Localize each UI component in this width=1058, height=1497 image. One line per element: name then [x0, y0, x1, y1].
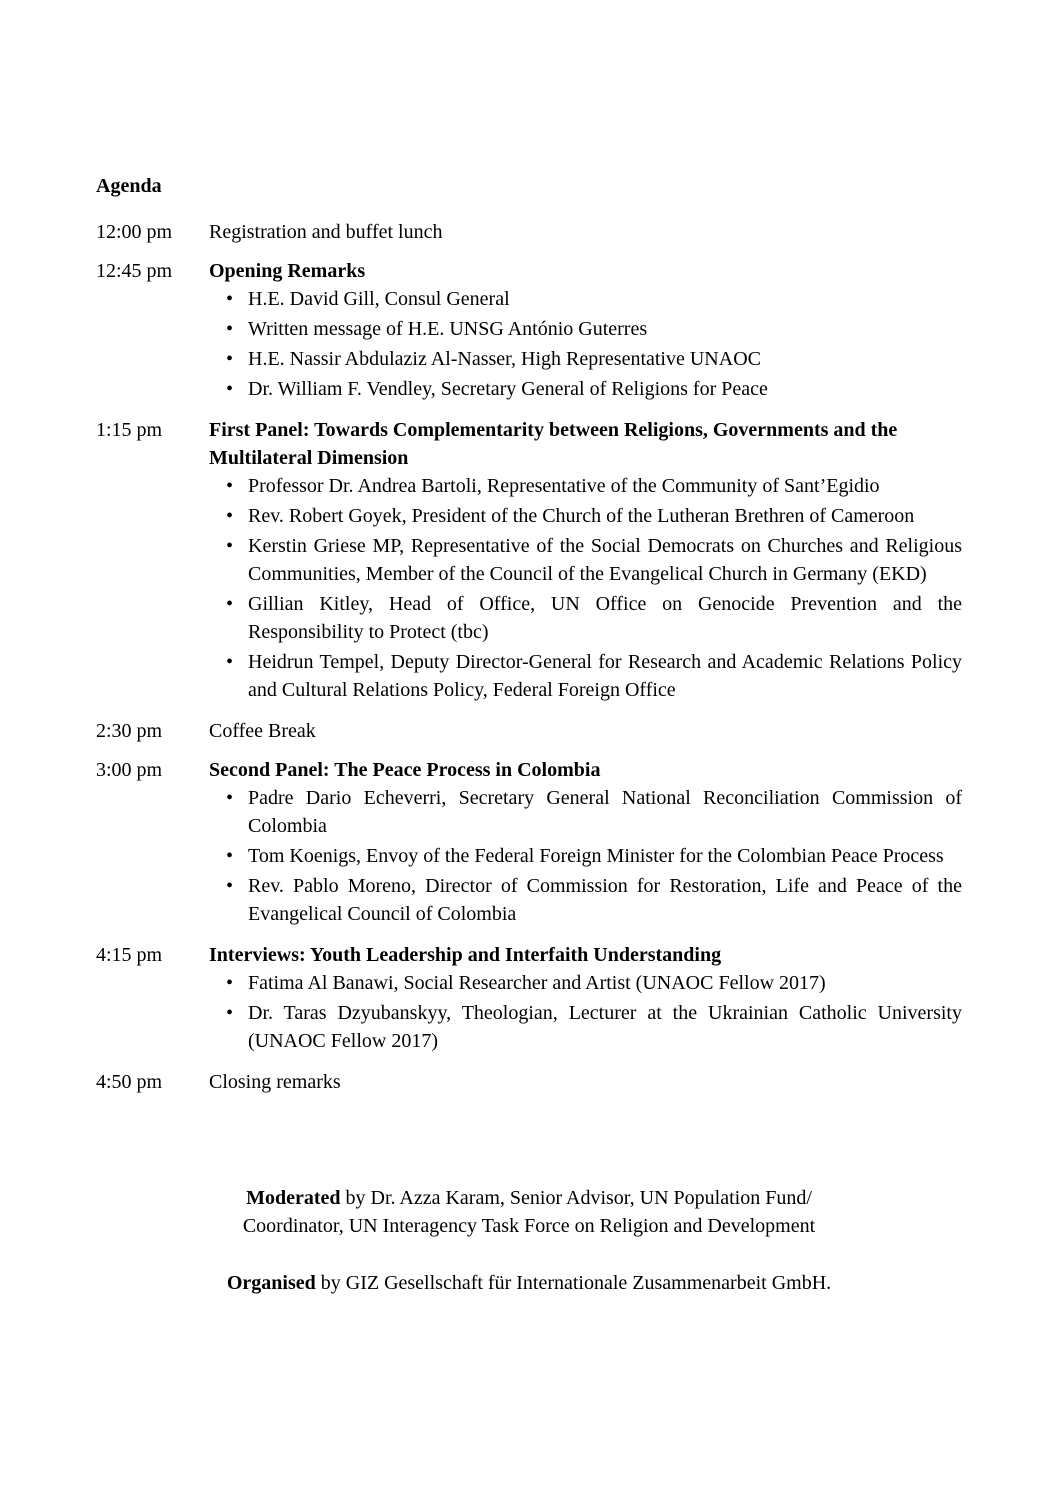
speaker-item: • Kerstin Griese MP, Representative of the Social Democrats on Churches and Religious Communities, Member of the Council of the Evangelical Church in Germany (EKD) — [209, 532, 962, 588]
speaker-item: • Padre Dario Echeverri, Secretary General National Reconciliation Commission of Colombia — [209, 784, 962, 840]
speaker-item: • Tom Koenigs, Envoy of the Federal Foreign Minister for the Colombian Peace Process — [209, 842, 962, 870]
speaker-item: • Written message of H.E. UNSG António Guterres — [209, 315, 962, 343]
entry-title: Interviews: Youth Leadership and Interfaith Understanding — [209, 944, 722, 966]
moderated-text-line2: Coordinator, UN Interagency Task Force on Religion and Development — [242, 1215, 816, 1237]
agenda-entry — [96, 257, 962, 405]
speaker-item: • H.E. David Gill, Consul General — [209, 285, 962, 313]
entry-body — [209, 756, 962, 930]
organised-label: Organised — [226, 1272, 316, 1294]
speakers-list — [209, 784, 962, 928]
speakers-list — [209, 969, 962, 1055]
entry-title: Opening Remarks — [209, 260, 366, 282]
speakers-list — [209, 472, 962, 704]
moderated-label: Moderated — [246, 1187, 341, 1209]
agenda-entry — [96, 1068, 962, 1096]
speaker-item: • Professor Dr. Andrea Bartoli, Representative of the Community of Sant’Egidio — [209, 472, 962, 500]
speaker-item: • Heidrun Tempel, Deputy Director-General for Research and Academic Relations Policy and Cultural Relations Policy, Federal Foreign Office — [209, 648, 962, 704]
speakers-list — [209, 285, 962, 403]
entry-time: 4:15 pm — [96, 944, 163, 966]
organised-text: by GIZ Gesellschaft für Internationale Zusammenarbeit GmbH. — [315, 1272, 832, 1294]
entry-time: 1:15 pm — [96, 419, 163, 441]
speaker-item: • Fatima Al Banawi, Social Researcher and Artist (UNAOC Fellow 2017) — [209, 969, 962, 997]
entry-body — [209, 257, 962, 405]
entry-title: Registration and buffet lunch — [209, 221, 443, 243]
speaker-item: • Dr. Taras Dzyubanskyy, Theologian, Lecturer at the Ukrainian Catholic University (UNAOC Fellow 2017) — [209, 999, 962, 1055]
speaker-item: • Rev. Pablo Moreno, Director of Commission for Restoration, Life and Peace of the Evangelical Council of Colombia — [209, 872, 962, 928]
agenda-entry — [96, 941, 962, 1057]
moderated-text: by Dr. Azza Karam, Senior Advisor, UN Population Fund/ — [340, 1187, 812, 1209]
entry-title: Second Panel: The Peace Process in Colombia — [209, 759, 601, 781]
agenda-entry — [96, 717, 962, 745]
agenda-entry — [96, 416, 962, 706]
speaker-item: • Rev. Robert Goyek, President of the Church of the Lutheran Brethren of Cameroon — [209, 502, 962, 530]
organised-note — [96, 1269, 962, 1297]
entry-body — [209, 1068, 962, 1096]
entry-body — [209, 941, 962, 1057]
entry-title: First Panel: Towards Complementarity between Religions, Governments and the Multilateral Dimension — [209, 419, 898, 469]
speaker-item: • H.E. Nassir Abdulaziz Al-Nasser, High Representative UNAOC — [209, 345, 962, 373]
speaker-item: • Gillian Kitley, Head of Office, UN Office on Genocide Prevention and the Responsibility to Protect (tbc) — [209, 590, 962, 646]
entry-title: Coffee Break — [209, 720, 316, 742]
entry-time: 4:50 pm — [96, 1071, 163, 1093]
page-title: Agenda — [96, 175, 162, 197]
agenda-entry — [96, 218, 962, 246]
entry-title: Closing remarks — [209, 1071, 341, 1093]
speaker-item: • Dr. William F. Vendley, Secretary General of Religions for Peace — [209, 375, 962, 403]
entry-time: 12:45 pm — [96, 260, 173, 282]
entry-body — [209, 416, 962, 706]
entry-time: 12:00 pm — [96, 221, 173, 243]
agenda-entry — [96, 756, 962, 930]
entry-time: 2:30 pm — [96, 720, 163, 742]
entry-body — [209, 717, 962, 745]
entry-time: 3:00 pm — [96, 759, 163, 781]
entry-body — [209, 218, 962, 246]
moderated-note — [96, 1184, 962, 1240]
